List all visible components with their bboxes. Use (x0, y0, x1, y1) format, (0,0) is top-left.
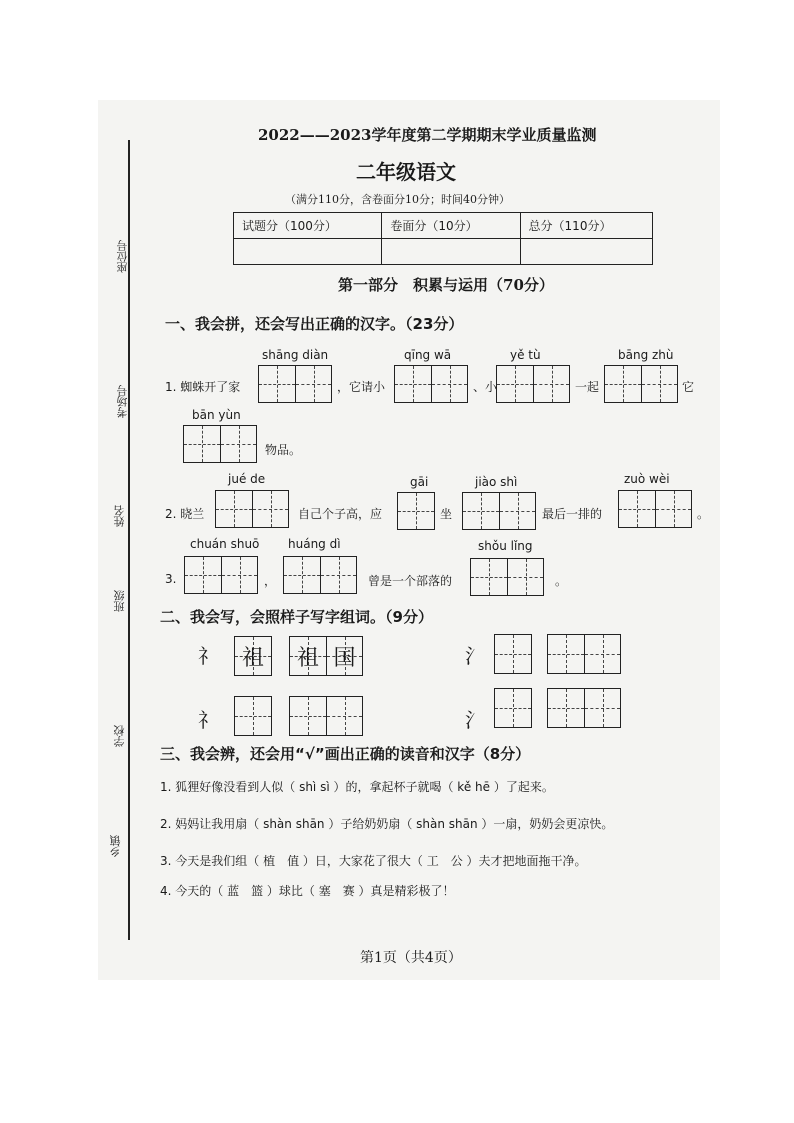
score-header-total: 总分（110分） (520, 213, 652, 239)
answer-grid-juede[interactable] (215, 490, 289, 528)
radical-shi-bottom: 礻 (198, 708, 218, 732)
example-word-grid (289, 636, 363, 676)
exam-title: 2022——2023学年度第二学期期末学业质量监测 (258, 126, 597, 144)
radical-shui-bottom: 氵 (465, 708, 485, 732)
q3-text-d: 。 (555, 574, 568, 588)
school-label: 学校 (113, 725, 126, 747)
write-word-grid-shi[interactable] (289, 696, 363, 736)
score-header-questions: 试题分（100分） (234, 213, 382, 239)
pinyin-jiaoshi: jiào shì (475, 475, 518, 489)
radical-shi-top: 礻 (198, 644, 218, 668)
pinyin-qingwa: qīng wā (404, 348, 452, 362)
score-cell-questions[interactable] (234, 239, 382, 265)
write-word-grid-shui-2[interactable] (547, 688, 621, 728)
radical-shui-top: 氵 (465, 644, 485, 668)
s3-question-3[interactable]: 3. 今天是我们组（ 植 值 ）日，大家花了很大（ 工 公 ）夫才把地面拖干净。 (160, 854, 587, 868)
q3-text-b: ， (264, 574, 277, 588)
write-word-grid-shui-1[interactable] (547, 634, 621, 674)
class-label: 班级 (113, 590, 126, 612)
q2-text-b: 自己个子高，应 (298, 507, 383, 521)
q1-text-b: ，它请小 (337, 380, 386, 394)
q1-text-c: 、小 (473, 380, 498, 394)
exam-room-label: 考场号 (116, 385, 129, 418)
pinyin-bangzhu: bāng zhù (618, 348, 674, 362)
q2-text-d: 最后一排的 (542, 507, 603, 521)
pinyin-gai: gāi (410, 475, 429, 489)
section-three-title: 三、我会辨，还会用“√”画出正确的读音和汉字（8分） (160, 745, 531, 763)
pinyin-yetu: yě tù (510, 348, 541, 362)
part-one-title: 第一部分 积累与运用（70分） (338, 276, 554, 294)
q1-text-e: 它 (682, 380, 695, 394)
example-char-grid (234, 636, 272, 676)
q2-text-e: 。 (697, 507, 710, 521)
pinyin-shouling: shǒu lǐng (478, 539, 533, 553)
answer-grid-shangdian[interactable] (258, 365, 332, 403)
section-one-title: 一、我会拼，还会写出正确的汉字。（23分） (165, 315, 464, 333)
section-two-title: 二、我会写，会照样子写字组词。（9分） (160, 608, 433, 626)
answer-grid-yetu[interactable] (496, 365, 570, 403)
answer-grid-jiaoshi[interactable] (462, 492, 536, 530)
s3-question-2[interactable]: 2. 妈妈让我用扇（ shàn shān ）子给奶奶扇（ shàn shān ）一扇，奶奶会更凉快。 (160, 817, 614, 831)
answer-grid-zuowei[interactable] (618, 490, 692, 528)
s3-question-1[interactable]: 1. 狐狸好像没看到人似（ shì sì ）的，拿起杯子就喝（ kě hē ）了起来。 (160, 780, 554, 794)
answer-grid-chuanshuo[interactable] (184, 556, 258, 594)
q2-text-c: 坐 (440, 507, 453, 521)
write-char-grid-shui-2[interactable] (494, 688, 532, 728)
s3-question-4[interactable]: 4. 今天的（ 蓝 篮 ）球比（ 塞 赛 ）真是精彩极了！ (160, 884, 455, 898)
answer-grid-qingwa[interactable] (394, 365, 468, 403)
q2-text-a: 2. 晓兰 (165, 507, 205, 521)
score-header-neatness: 卷面分（10分） (382, 213, 520, 239)
score-cell-neatness[interactable] (382, 239, 520, 265)
answer-grid-bangzhu[interactable] (604, 365, 678, 403)
q1-text-f: 物品。 (265, 443, 302, 457)
score-table (233, 212, 653, 265)
q1-text-a: 1. 蜘蛛开了家 (165, 380, 241, 394)
township-label: 乡镇 (109, 835, 122, 857)
pinyin-chuanshuo: chuán shuō (190, 537, 260, 551)
q1-text-d: 一起 (575, 380, 600, 394)
q3-text-a: 3. (165, 572, 177, 586)
answer-grid-gai[interactable] (397, 492, 435, 530)
example-word-char-2: 国 (333, 645, 356, 671)
exam-note: （满分110分，含卷面分10分；时间40分钟） (285, 193, 510, 206)
example-word-char-1: 祖 (296, 645, 319, 671)
pinyin-banyun: bān yùn (192, 408, 241, 422)
page-footer: 第1页（共4页） (360, 950, 462, 966)
pinyin-juede: jué de (228, 472, 266, 486)
score-cell-total[interactable] (520, 239, 652, 265)
name-label: 姓名 (113, 505, 126, 527)
write-char-grid-shi[interactable] (234, 696, 272, 736)
q3-text-c: 曾是一个部落的 (368, 574, 453, 588)
pinyin-huangdi: huáng dì (288, 537, 341, 551)
pinyin-zuowei: zuò wèi (624, 472, 670, 486)
write-char-grid-shui-1[interactable] (494, 634, 532, 674)
answer-grid-banyun[interactable] (183, 425, 257, 463)
subject-title: 二年级语文 (356, 160, 456, 184)
example-char: 祖 (241, 645, 264, 671)
seat-number-label: 座位号 (116, 240, 129, 273)
answer-grid-huangdi[interactable] (283, 556, 357, 594)
pinyin-shangdian: shāng diàn (262, 348, 329, 362)
answer-grid-shouling[interactable] (470, 558, 544, 596)
